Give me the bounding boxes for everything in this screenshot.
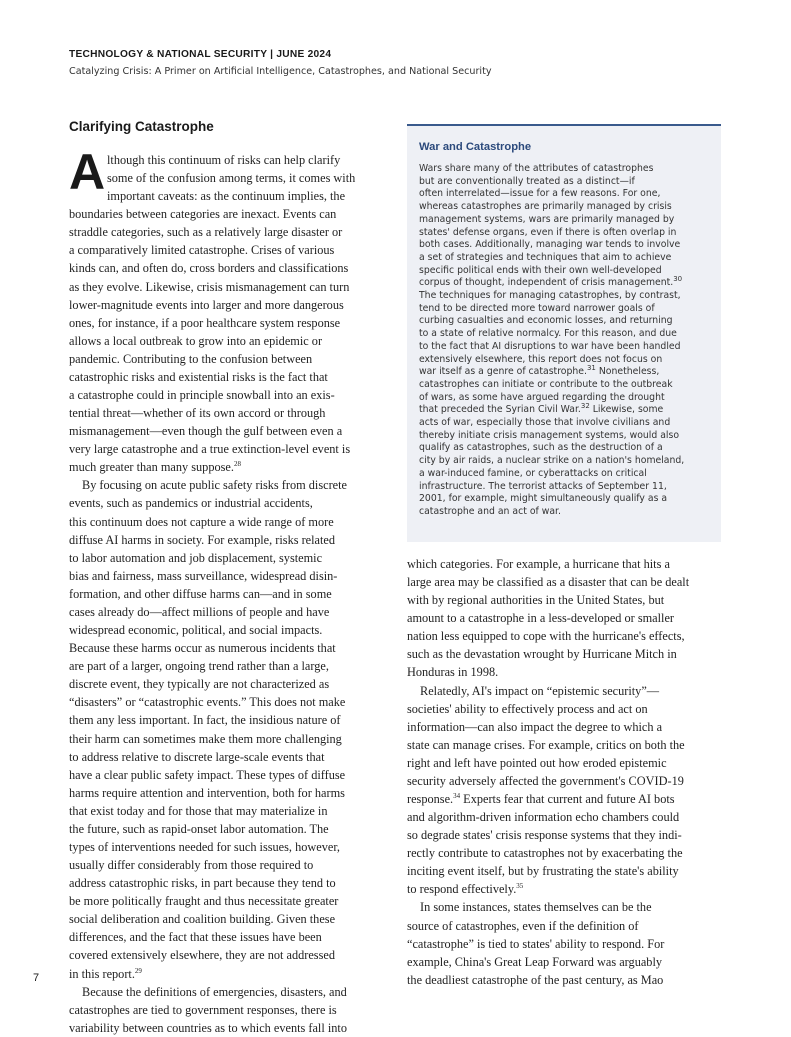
text-line: tential threat—whether of its own accord or through xyxy=(69,406,326,421)
running-header: TECHNOLOGY & NATIONAL SECURITY | JUNE 2024 xyxy=(69,49,332,60)
text-line: security adversely affected the government's COVID-19 xyxy=(407,773,684,788)
text-line: some of the confusion among terms, it comes with xyxy=(107,171,356,186)
text-line: Because the definitions of emergencies, disasters, and xyxy=(82,984,347,999)
drop-cap: A xyxy=(69,144,106,200)
text-run: much greater than many suppose. xyxy=(69,460,234,475)
sidebar-title: War and Catastrophe xyxy=(419,141,532,153)
text-line xyxy=(69,458,384,476)
text-line: to labor automation and job displacement, systemic xyxy=(69,550,323,565)
text-line: lthough this continuum of risks can help clarify xyxy=(107,153,341,167)
text-line: ones, for instance, if a poor healthcare system response xyxy=(69,315,341,330)
text-line: events, such as pandemics or industrial accidents, xyxy=(69,496,313,511)
text-run: Likewise, some xyxy=(589,404,664,416)
text-line: covered extensively elsewhere, they are not addressed xyxy=(69,948,335,963)
text-line: a set of strategies and techniques that aim to achieve xyxy=(419,251,672,263)
text-line: “disasters” or “catastrophic events.” This does not make xyxy=(69,695,346,710)
paragraph-2 xyxy=(69,476,384,982)
text-line: allows a local outbreak to grow into an epidemic or xyxy=(69,333,323,348)
section-title: Clarifying Catastrophe xyxy=(69,119,214,134)
text-line: nation less equipped to cope with the hurricane's effects, xyxy=(407,629,685,644)
left-column xyxy=(69,144,384,1037)
paragraph-5 xyxy=(407,682,722,899)
text-line: acts of war, especially those that involve civilians and xyxy=(419,417,671,429)
text-line: qualify as catastrophes, such as the destruction of a xyxy=(419,442,663,454)
text-line: types of interventions needed for such issues, however, xyxy=(69,839,340,854)
text-line: bias and fairness, mass surveillance, widespread disin- xyxy=(69,568,338,583)
text-line: important caveats: as the continuum implies, the xyxy=(107,189,346,204)
text-line: mismanagement—even though the gulf between even a xyxy=(69,424,343,439)
text-line: right and left have pointed out how eroded epistemic xyxy=(407,755,667,770)
right-column xyxy=(407,555,722,989)
text-line: The techniques for managing catastrophes, by contrast, xyxy=(419,290,681,302)
text-line: address catastrophic risks, in part because they tend to xyxy=(69,876,336,891)
text-line: social deliberation and coalition building. Given these xyxy=(69,912,336,927)
text-line: to address relative to discrete large-scale events that xyxy=(69,749,325,764)
text-line: as they evolve. Likewise, crisis mismanagement can turn xyxy=(69,279,350,294)
text-run: war itself as a genre of catastrophe. xyxy=(419,366,587,378)
text-line: information—can also impact the degree to which a xyxy=(407,719,663,734)
text-line: of wars, as some have argued regarding the drought xyxy=(419,391,665,403)
text-line: specific political ends with their own well-developed xyxy=(419,264,662,276)
text-line: very large catastrophe and a true extinction-level event is xyxy=(69,442,351,457)
text-line: with by regional authorities in the United States, but xyxy=(407,593,665,608)
text-line: pandemic. Contributing to the confusion between xyxy=(69,351,313,366)
text-line: source of catastrophes, even if the definition of xyxy=(407,918,639,933)
text-line: so degrade states' crisis response systems that they indi- xyxy=(407,828,682,843)
paragraph-1 xyxy=(69,144,384,476)
text-line: tend to be directed more toward narrower goals of xyxy=(419,302,655,314)
footnote-ref[interactable]: 29 xyxy=(134,966,142,975)
text-run: in this report. xyxy=(69,966,135,981)
text-line: By focusing on acute public safety risks from discrete xyxy=(82,478,347,493)
text-line: often interrelated—issue for a few reasons. For one, xyxy=(419,188,661,200)
text-line: be more politically fraught and thus necessitate greater xyxy=(69,894,339,909)
text-line: straddle categories, such as a relatively large disaster or xyxy=(69,225,343,240)
text-line xyxy=(407,880,722,898)
text-line: extensively elsewhere, this report does not focus on xyxy=(419,353,663,365)
text-line: the future, such as rapid-onset labor automation. The xyxy=(69,821,329,836)
paragraph-6 xyxy=(407,898,722,988)
footnote-ref[interactable]: 32 xyxy=(580,402,590,411)
text-line: Because these harms occur as numerous incidents that xyxy=(69,641,336,656)
text-line xyxy=(407,790,722,808)
text-line: whereas catastrophes are primarily managed by crisis xyxy=(419,201,672,213)
footnote-ref[interactable]: 31 xyxy=(586,364,596,373)
text-run: to respond effectively. xyxy=(407,882,517,897)
text-line: both cases. Additionally, managing war tends to involve xyxy=(419,239,681,251)
footnote-ref[interactable]: 34 xyxy=(453,791,461,800)
text-line: “catastrophe” is tied to states' ability to respond. For xyxy=(407,936,665,951)
text-line: which categories. For example, a hurricane that hits a xyxy=(407,557,670,571)
text-line: are part of a larger, ongoing trend rather than a large, xyxy=(69,659,329,674)
text-line: diffuse AI harms in society. For example, risks related xyxy=(69,532,336,547)
text-line: city by air raids, a nuclear strike on a nation's homeland, xyxy=(419,455,685,467)
text-line: large area may be classified as a disaster that can be dealt xyxy=(407,575,690,590)
text-line: formation, and other diffuse harms can—and in some xyxy=(69,586,332,601)
sidebar-box xyxy=(407,124,721,542)
page-number: 7 xyxy=(33,972,40,984)
text-line: a catastrophe could in principle snowball into an exis- xyxy=(69,388,335,403)
text-line: a comparatively limited catastrophe. Crises of various xyxy=(69,243,335,258)
text-line: curbing casualties and economic losses, and returning xyxy=(419,315,673,327)
text-line: to the fact that AI disruptions to war have been handled xyxy=(419,340,681,352)
sidebar-body xyxy=(419,163,719,519)
text-line: Wars share many of the attributes of catastrophes xyxy=(419,163,654,174)
text-line: to a state of relative normalcy. For this reason, and due xyxy=(419,328,677,340)
text-run: Experts fear that current and future AI bots xyxy=(460,792,675,807)
text-line: catastrophes can initiate or contribute to the outbreak xyxy=(419,378,673,390)
text-line: Relatedly, AI's impact on “epistemic security”— xyxy=(420,683,660,698)
text-line: amount to a catastrophe in a less-developed or smaller xyxy=(407,611,675,626)
text-line: variability between countries as to which events fall into xyxy=(69,1020,347,1035)
text-line: catastrophes are tied to government responses, there is xyxy=(69,1002,337,1017)
text-run: that preceded the Syrian Civil War. xyxy=(419,404,581,416)
text-line: state can manage crises. For example, critics on both the xyxy=(407,737,685,752)
text-line: that exist today and for those that may materialize in xyxy=(69,803,328,818)
running-subtitle: Catalyzing Crisis: A Primer on Artificial Intelligence, Catastrophes, and National Security xyxy=(69,66,492,77)
text-line: harms require attention and intervention, both for harms xyxy=(69,785,345,800)
text-line xyxy=(419,277,719,290)
text-line: catastrophic risks and existential risks is the fact that xyxy=(69,369,328,384)
text-line: infrastructure. The terrorist attacks of September 11, xyxy=(419,480,667,492)
text-line xyxy=(69,965,384,983)
text-line: cases already do—affect millions of people and have xyxy=(69,604,330,619)
text-line: them any less important. In fact, the insidious nature of xyxy=(69,713,341,728)
text-line: differences, and the fact that these issues have been xyxy=(69,930,322,945)
text-line: inciting event itself, but by frustrating the state's ability xyxy=(407,864,679,879)
text-line: and algorithm-driven information echo chambers could xyxy=(407,810,680,825)
text-line: management systems, wars are primarily managed by xyxy=(419,213,675,225)
text-line: example, China's Great Leap Forward was arguably xyxy=(407,954,663,969)
text-line: In some instances, states themselves can be the xyxy=(420,900,652,915)
text-line: rectly contribute to catastrophes not by exacerbating the xyxy=(407,846,683,861)
text-line: lower-magnitude events into larger and more dangerous xyxy=(69,297,344,312)
footnote-ref[interactable]: 30 xyxy=(673,275,683,284)
text-line: thereby initiate crisis management systems, would also xyxy=(419,429,680,441)
text-line: a war-induced famine, or cyberattacks on critical xyxy=(419,467,647,479)
text-line: widespread economic, political, and social impacts. xyxy=(69,623,323,638)
text-line: Honduras in 1998. xyxy=(407,665,499,680)
footnote-ref[interactable]: 35 xyxy=(516,882,524,891)
text-line: this continuum does not capture a wide range of more xyxy=(69,514,334,529)
text-line: have a clear public safety impact. These types of diffuse xyxy=(69,767,346,782)
text-line: such as the devastation wrought by Hurricane Mitch in xyxy=(407,647,677,662)
text-line: discrete event, they typically are not characterized as xyxy=(69,677,330,692)
text-run: Nonetheless, xyxy=(595,366,660,378)
text-run: response. xyxy=(407,792,454,807)
text-line: their harm can sometimes make them more challenging xyxy=(69,731,342,746)
text-line: usually differ considerably from those required to xyxy=(69,858,314,873)
paragraph-4 xyxy=(407,555,722,682)
text-line: but are conventionally treated as a distinct—if xyxy=(419,175,635,187)
paragraph-3 xyxy=(69,983,384,1037)
text-line: kinds can, and often do, cross borders and classifications xyxy=(69,261,349,276)
text-line: societies' ability to effectively process and act on xyxy=(407,701,648,716)
text-line: 2001, for example, might simultaneously qualify as a xyxy=(419,493,668,505)
text-line xyxy=(419,366,719,379)
text-line: catastrophe and an act of war. xyxy=(419,505,561,517)
text-line: boundaries between categories are inexact. Events can xyxy=(69,207,337,222)
footnote-ref[interactable]: 28 xyxy=(233,460,241,469)
text-line: states' defense organs, even if there is often overlap in xyxy=(419,226,677,238)
text-line: the deadliest catastrophe of the past century, as Mao xyxy=(407,972,664,987)
text-run: corpus of thought, independent of crisis management. xyxy=(419,277,674,289)
text-line xyxy=(419,404,719,417)
